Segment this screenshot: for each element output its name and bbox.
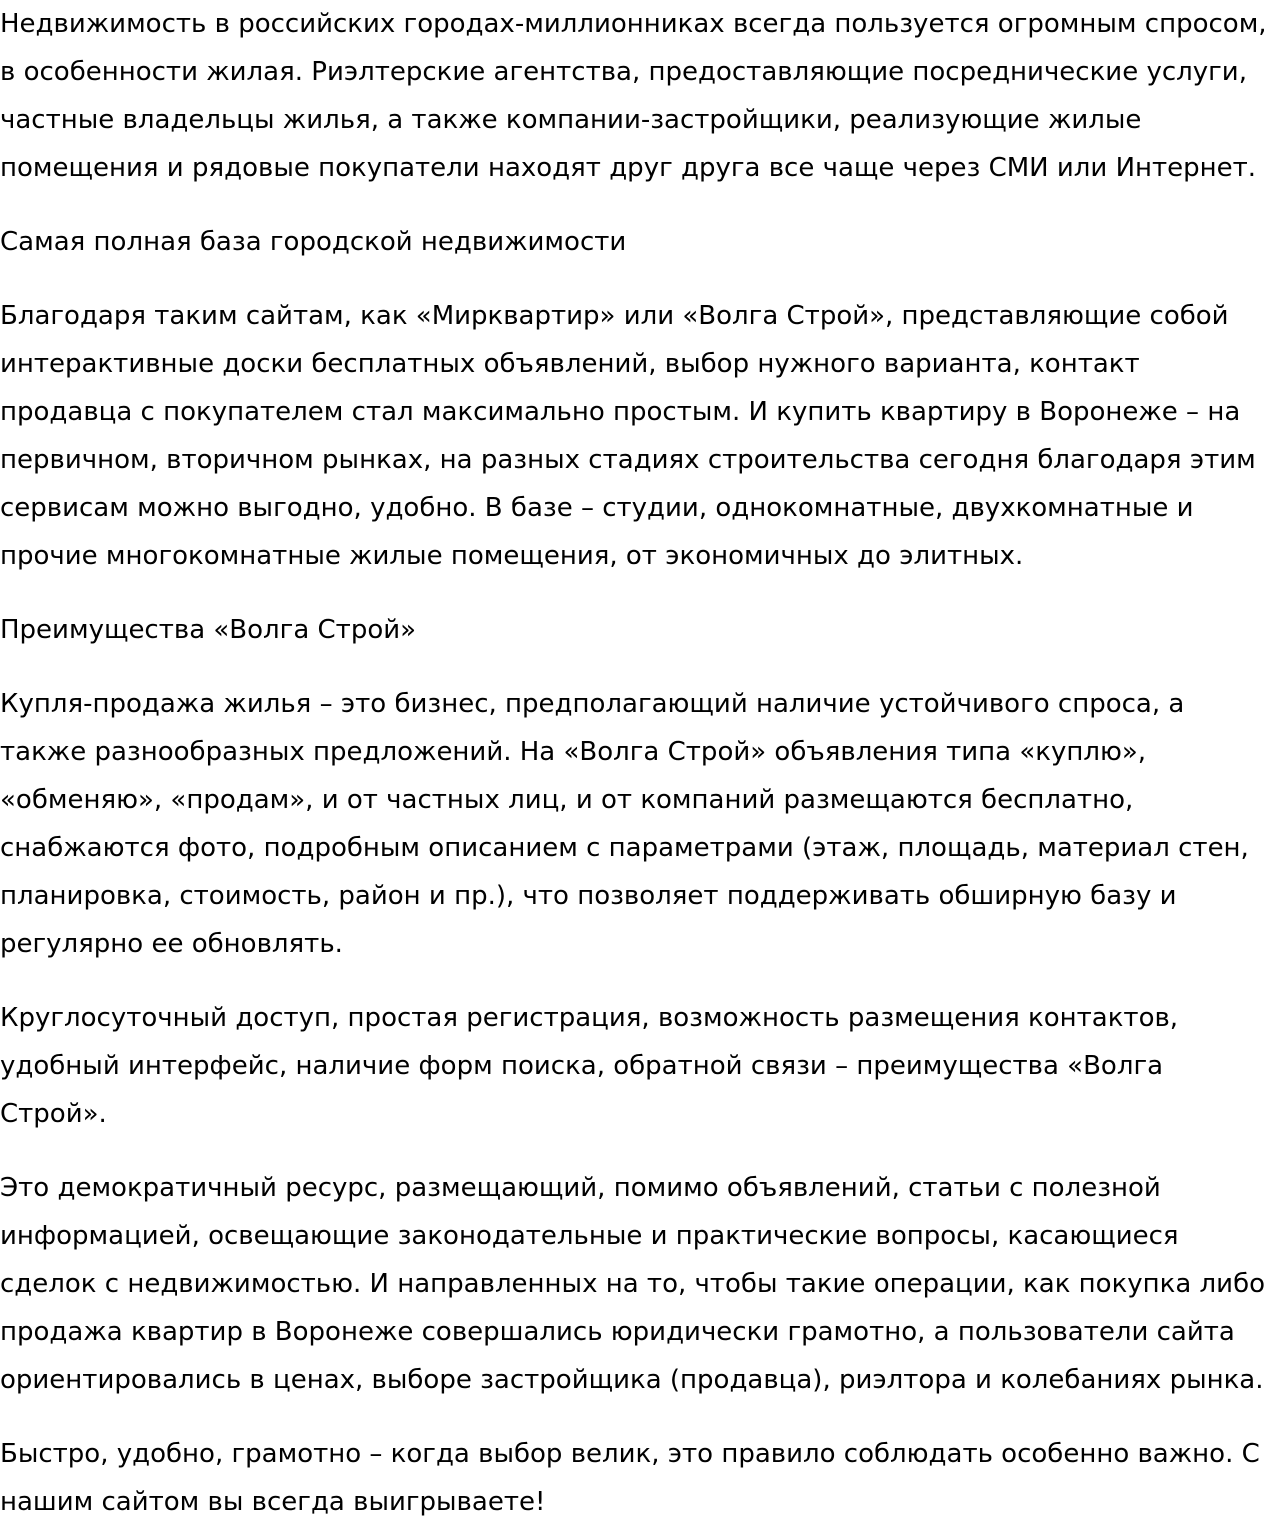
section-heading-database: Самая полная база городской недвижимости [0,227,627,257]
paragraph-conclusion: Быстро, удобно, грамотно – когда выбор велик, это правило соблюдать особенно важно. С нашим сайтом вы всегда выигрываете! [0,1439,1260,1517]
intro-paragraph: Недвижимость в российских городах-миллионниках всегда пользуется огромным спросом, в особенности жилая. Риэлтерские агентства, предоставляющие посреднические услуги, частные владельцы жилья, а также компании-застройщики, реализующие жилые помещения и рядовые покупатели находят друг друга все чаще через СМИ или Интернет. [0,9,1267,183]
section-heading-advantages: Преимущества «Волга Строй» [0,615,417,645]
paragraph-sites: Благодаря таким сайтам, как «Мирквартир» или «Волга Строй», представляющие собой интерактивные доски бесплатных объявлений, выбор нужного варианта, контакт продавца с покупателем стал максимально простым. И купить квартиру в Воронеже – на первичном, вторичном рынках, на разных стадиях строительства сегодня благодаря этим сервисам можно выгодно, удобно. В базе – студии, однокомнатные, двухкомнатные и прочие многокомнатные жилые помещения, от экономичных до элитных. [0,301,1256,571]
paragraph-business: Купля-продажа жилья – это бизнес, предполагающий наличие устойчивого спроса, а также разнообразных предложений. На «Волга Строй» объявления типа «куплю», «обменяю», «продам», и от частных лиц, и от компаний размещаются бесплатно, снабжаются фото, подробным описанием с параметрами (этаж, площадь, материал стен, планировка, стоимость, район и пр.), что позволяет поддерживать обширную базу и регулярно ее обновлять. [0,689,1249,959]
paragraph-access: Круглосуточный доступ, простая регистрация, возможность размещения контактов, удобный интерфейс, наличие форм поиска, обратной связи – преимущества «Волга Строй». [0,1003,1179,1129]
paragraph-resource: Это демократичный ресурс, размещающий, помимо объявлений, статьи с полезной информацией, освещающие законодательные и практические вопросы, касающиеся сделок с недвижимостью. И направленных на то, чтобы такие операции, как покупка либо продажа квартир в Воронеже совершались юридически грамотно, а пользователи сайта ориентировались в ценах, выборе застройщика (продавца), риэлтора и колебаниях рынка. [0,1173,1266,1395]
